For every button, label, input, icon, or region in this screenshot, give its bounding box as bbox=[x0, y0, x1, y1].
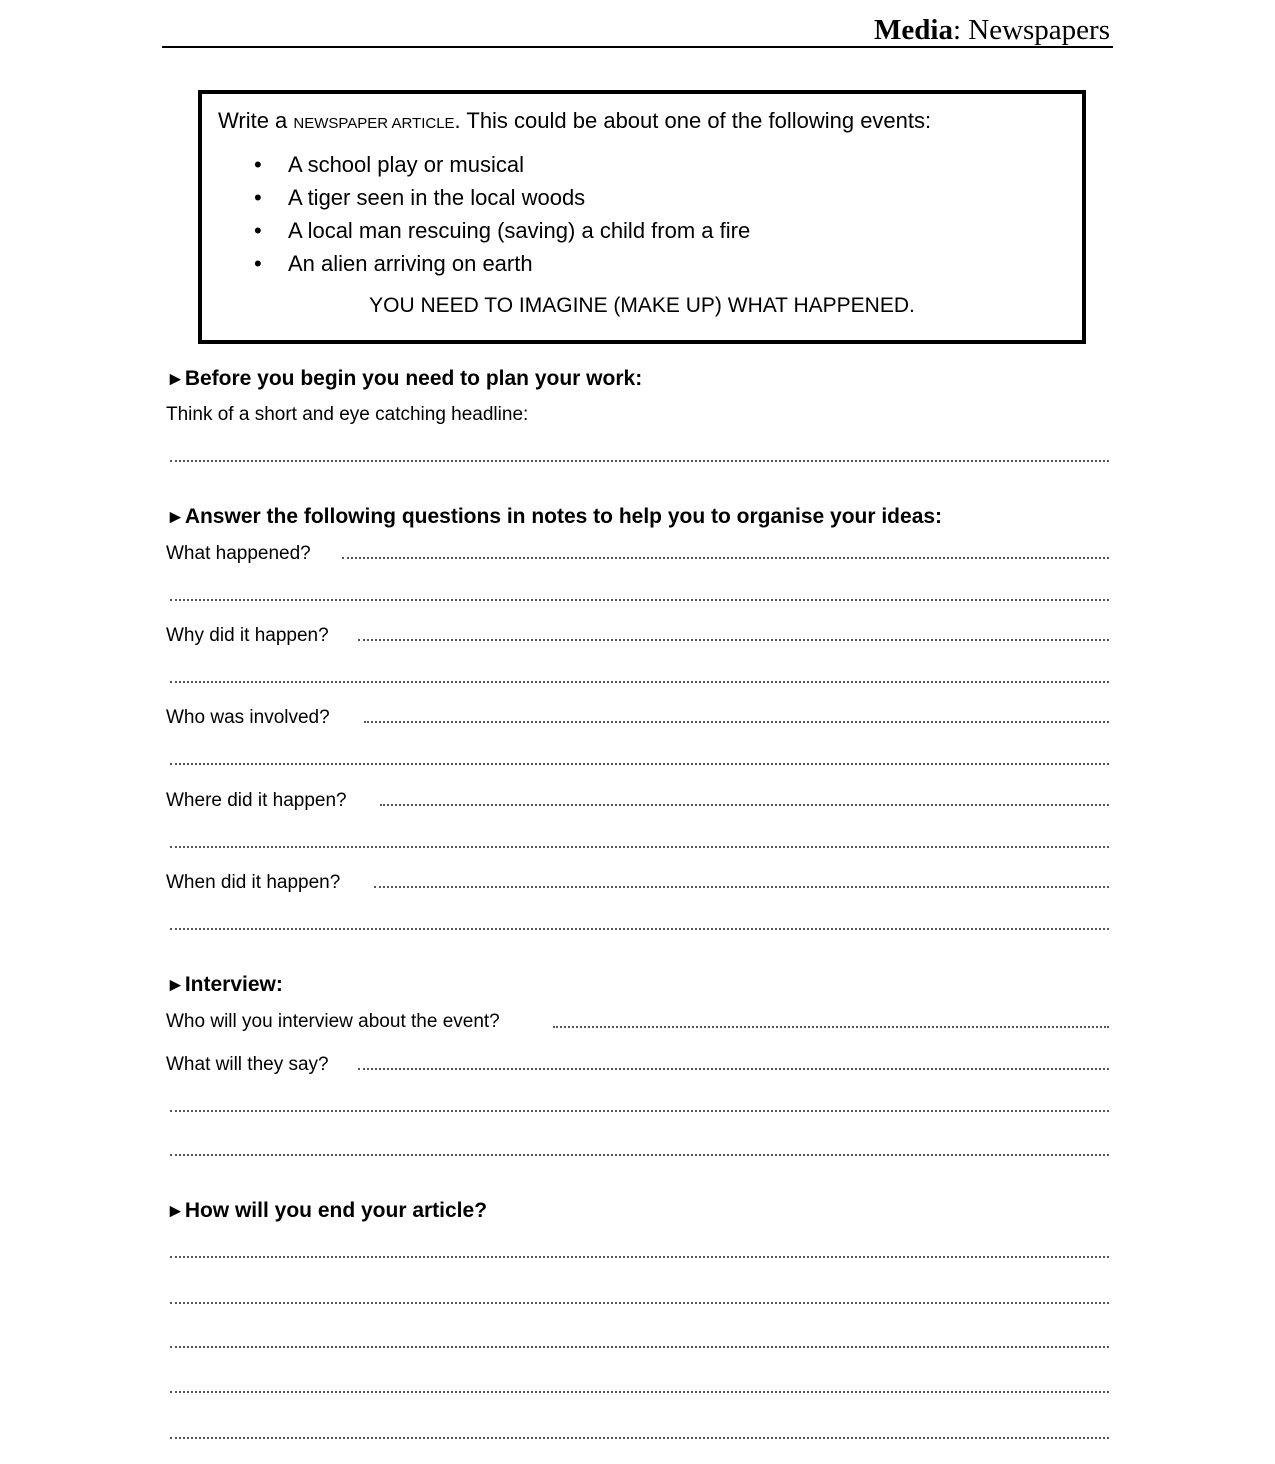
intro-caps: NEWSPAPER ARTICLE bbox=[293, 115, 455, 132]
bullet-icon: • bbox=[254, 152, 262, 177]
answer-line[interactable] bbox=[170, 1302, 1109, 1304]
task-intro bbox=[218, 106, 931, 139]
event-list bbox=[202, 150, 750, 282]
ending-heading-text: How will you end your article? bbox=[184, 1199, 488, 1222]
answer-line[interactable] bbox=[374, 886, 1109, 888]
task-note: YOU NEED TO IMAGINE (MAKE UP) WHAT HAPPENED. bbox=[369, 294, 915, 317]
answer-line[interactable] bbox=[170, 681, 1109, 683]
bullet-icon: • bbox=[254, 218, 262, 243]
plan-heading bbox=[166, 366, 642, 393]
answer-line[interactable] bbox=[170, 1110, 1109, 1112]
ending-heading bbox=[166, 1198, 487, 1225]
answer-line[interactable] bbox=[553, 1026, 1109, 1028]
arrow-right-icon: ► bbox=[166, 369, 185, 390]
answer-line[interactable] bbox=[170, 1154, 1109, 1156]
answer-line[interactable] bbox=[358, 1068, 1109, 1070]
question-who: Who was involved? bbox=[166, 707, 330, 728]
headline-prompt: Think of a short and eye catching headline: bbox=[166, 404, 529, 425]
arrow-right-icon: ► bbox=[166, 1201, 185, 1222]
question-what-happened: What happened? bbox=[166, 543, 311, 564]
interview-who-prompt: Who will you interview about the event? bbox=[166, 1011, 500, 1032]
interview-heading-text: Interview: bbox=[184, 973, 283, 996]
title-bold: Media bbox=[874, 14, 953, 46]
interview-heading bbox=[166, 972, 283, 999]
list-item bbox=[202, 150, 750, 183]
answer-line[interactable] bbox=[170, 846, 1109, 848]
arrow-right-icon: ► bbox=[166, 507, 185, 528]
answer-line[interactable] bbox=[170, 1346, 1109, 1348]
intro-end: . This could be about one of the following events: bbox=[454, 108, 932, 133]
event-label: A school play or musical bbox=[288, 152, 524, 177]
answer-line[interactable] bbox=[170, 1391, 1109, 1393]
question-when: When did it happen? bbox=[166, 872, 341, 893]
interview-say-prompt: What will they say? bbox=[166, 1054, 329, 1075]
header-divider bbox=[162, 46, 1113, 48]
page-title bbox=[162, 12, 1110, 48]
bullet-icon: • bbox=[254, 251, 262, 276]
answer-line[interactable] bbox=[170, 1256, 1109, 1258]
answer-line[interactable] bbox=[364, 721, 1109, 723]
answer-line[interactable] bbox=[170, 928, 1109, 930]
answer-line[interactable] bbox=[342, 557, 1109, 559]
headline-answer-line[interactable] bbox=[170, 460, 1109, 462]
event-label: A tiger seen in the local woods bbox=[288, 185, 586, 210]
questions-heading-text: Answer the following questions in notes to help you to organise your ideas: bbox=[184, 505, 943, 528]
answer-line[interactable] bbox=[170, 599, 1109, 601]
event-label: A local man rescuing (saving) a child from a fire bbox=[288, 218, 751, 243]
event-label: An alien arriving on earth bbox=[288, 251, 533, 276]
list-item bbox=[202, 249, 750, 282]
arrow-right-icon: ► bbox=[166, 975, 185, 996]
bullet-icon: • bbox=[254, 185, 262, 210]
answer-line[interactable] bbox=[170, 763, 1109, 765]
answer-line[interactable] bbox=[358, 639, 1109, 641]
questions-heading bbox=[166, 504, 942, 531]
list-item bbox=[202, 183, 750, 216]
list-item bbox=[202, 216, 750, 249]
question-why: Why did it happen? bbox=[166, 625, 329, 646]
answer-line[interactable] bbox=[170, 1437, 1109, 1439]
answer-line[interactable] bbox=[380, 804, 1109, 806]
task-box bbox=[198, 90, 1086, 344]
title-rest: : Newspapers bbox=[952, 14, 1110, 46]
intro-start: Write a bbox=[218, 108, 294, 133]
question-where: Where did it happen? bbox=[166, 790, 347, 811]
plan-heading-text: Before you begin you need to plan your work: bbox=[184, 367, 643, 390]
